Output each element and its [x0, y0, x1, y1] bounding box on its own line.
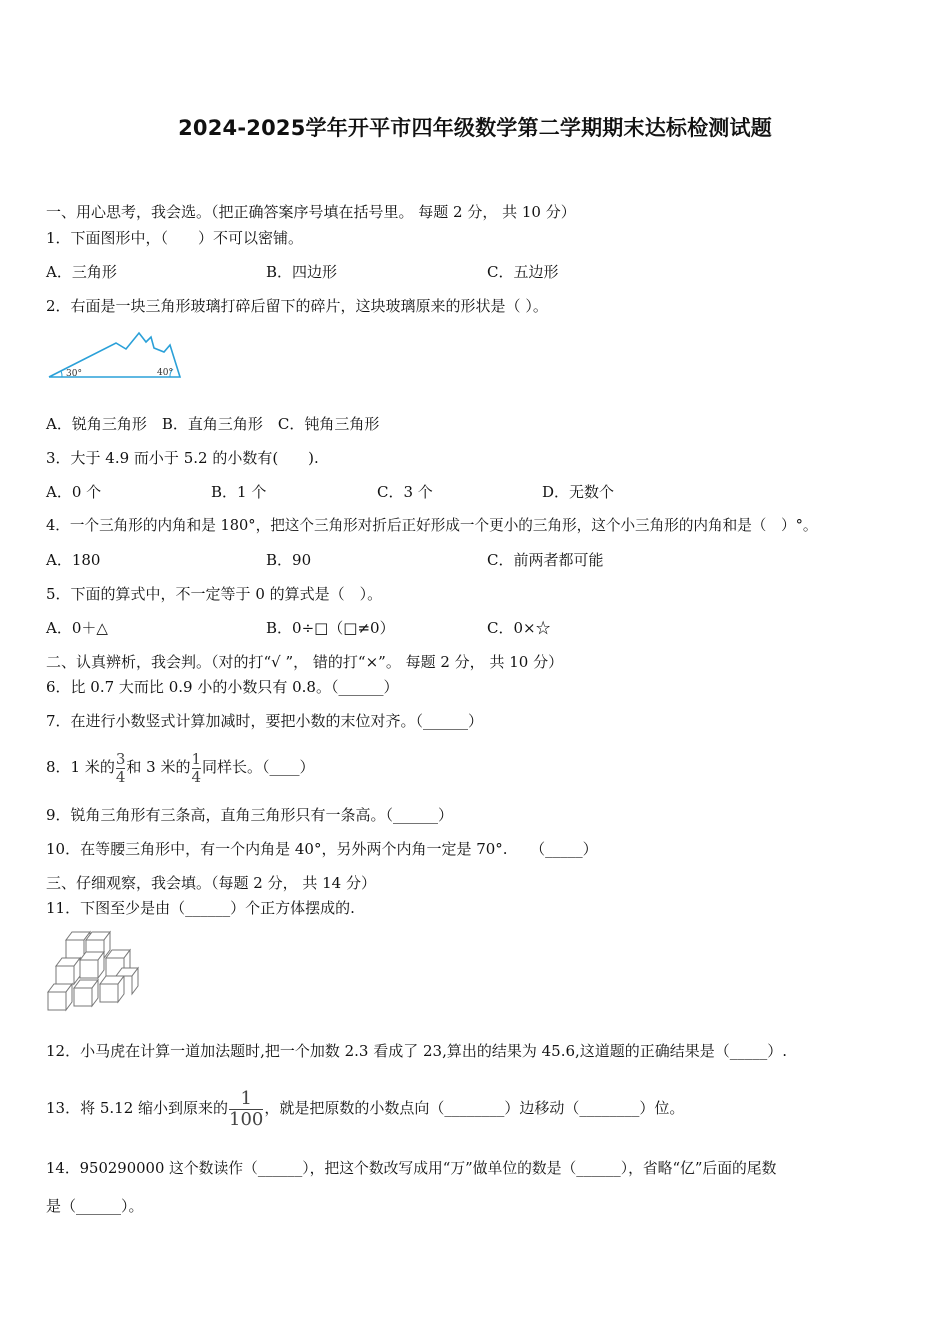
page-title: 2024-2025学年开平市四年级数学第二学期期末达标检测试题 [178, 116, 772, 140]
fraction-denominator: 100 [229, 1108, 264, 1130]
question-6: 6．比 0.7 大而比 0.9 小的小数只有 0.8。（______） [46, 678, 399, 696]
q1-option-b[interactable]: B．四边形 [266, 263, 338, 281]
question-11: 11．下图至少是由（______）个正方体摆成的. [46, 899, 355, 917]
fraction-numerator: 1 [191, 749, 202, 768]
broken-glass-triangle-figure [46, 328, 186, 382]
q8-text-1: 8．1 米的 [46, 758, 115, 776]
question-2: 2．右面是一块三角形玻璃打碎后留下的碎片，这块玻璃原来的形状是（ ）。 [46, 297, 548, 315]
q5-option-b[interactable]: B．0÷□（□≠0） [266, 619, 395, 637]
fraction-one-hundredth [229, 1087, 264, 1130]
q3-option-c[interactable]: C．3 个 [377, 483, 433, 501]
q1-option-c[interactable]: C．五边形 [487, 263, 559, 281]
fraction-numerator: 1 [240, 1087, 252, 1109]
angle-40-label: 40° [157, 368, 173, 378]
q1-option-a[interactable]: A．三角形 [46, 263, 117, 281]
fraction-denominator: 4 [191, 767, 202, 786]
fraction-one-quarter [191, 749, 202, 786]
section-1-heading: 一、用心思考，我会选。（把正确答案序号填在括号里。 每题 2 分， 共 10 分） [46, 203, 576, 221]
q3-option-b[interactable]: B．1 个 [211, 483, 267, 501]
stacked-cubes-figure [46, 928, 142, 1020]
question-7: 7．在进行小数竖式计算加减时，要把小数的末位对齐。（______） [46, 712, 484, 730]
q2-options: A．锐角三角形 B．直角三角形 C．钝角三角形 [46, 415, 380, 433]
question-4: 4．一个三角形的内角和是 180°，把这个三角形对折后正好形成一个更小的三角形，这个小三角形的内角和是（ ）°。 [46, 517, 818, 534]
fraction-three-quarters [115, 749, 126, 786]
q5-option-c[interactable]: C．0×☆ [487, 619, 551, 637]
question-5: 5．下面的算式中，不一定等于 0 的算式是（ ）。 [46, 585, 383, 603]
question-13 [46, 1076, 684, 1140]
question-8 [46, 742, 315, 792]
q13-text-1: 13．将 5.12 缩小到原来的 [46, 1099, 229, 1117]
question-3: 3．大于 4.9 而小于 5.2 的小数有( ). [46, 449, 319, 467]
q3-option-d[interactable]: D．无数个 [542, 483, 615, 501]
fraction-denominator: 4 [115, 767, 126, 786]
question-10: 10．在等腰三角形中，有一个内角是 40°，另外两个内角一定是 70°. （_____） [46, 840, 598, 858]
q4-option-b[interactable]: B．90 [266, 551, 312, 569]
q8-text-2: 和 3 米的 [126, 758, 191, 776]
q13-text-2: ，就是把原数的小数点向（________）边移动（________）位。 [264, 1099, 685, 1117]
q4-option-c[interactable]: C．前两者都可能 [487, 551, 604, 569]
q5-option-a[interactable]: A．0＋△ [46, 619, 108, 637]
question-14-line-2: 是（______）。 [46, 1197, 144, 1215]
angle-30-label: 30° [66, 369, 82, 379]
q3-option-a[interactable]: A．0 个 [46, 483, 102, 501]
section-2-heading: 二、认真辨析，我会判。（对的打“√ ”， 错的打“×”。 每题 2 分， 共 10 分） [46, 653, 564, 671]
fraction-numerator: 3 [115, 749, 126, 768]
question-9: 9．锐角三角形有三条高，直角三角形只有一条高。（______） [46, 806, 454, 824]
question-1: 1．下面图形中，（ ）不可以密铺。 [46, 229, 304, 247]
question-14-line-1: 14．950290000 这个数读作（______），把这个数改写成用“万”做单位的数是（______），省略“亿”后面的尾数 [46, 1160, 777, 1177]
q8-text-3: 同样长。（____） [202, 758, 315, 776]
section-3-heading: 三、仔细观察，我会填。（每题 2 分， 共 14 分） [46, 874, 376, 892]
question-12: 12．小马虎在计算一道加法题时,把一个加数 2.3 看成了 23,算出的结果为 45.6,这道题的正确结果是（_____）. [46, 1042, 788, 1060]
q4-option-a[interactable]: A．180 [46, 551, 101, 569]
